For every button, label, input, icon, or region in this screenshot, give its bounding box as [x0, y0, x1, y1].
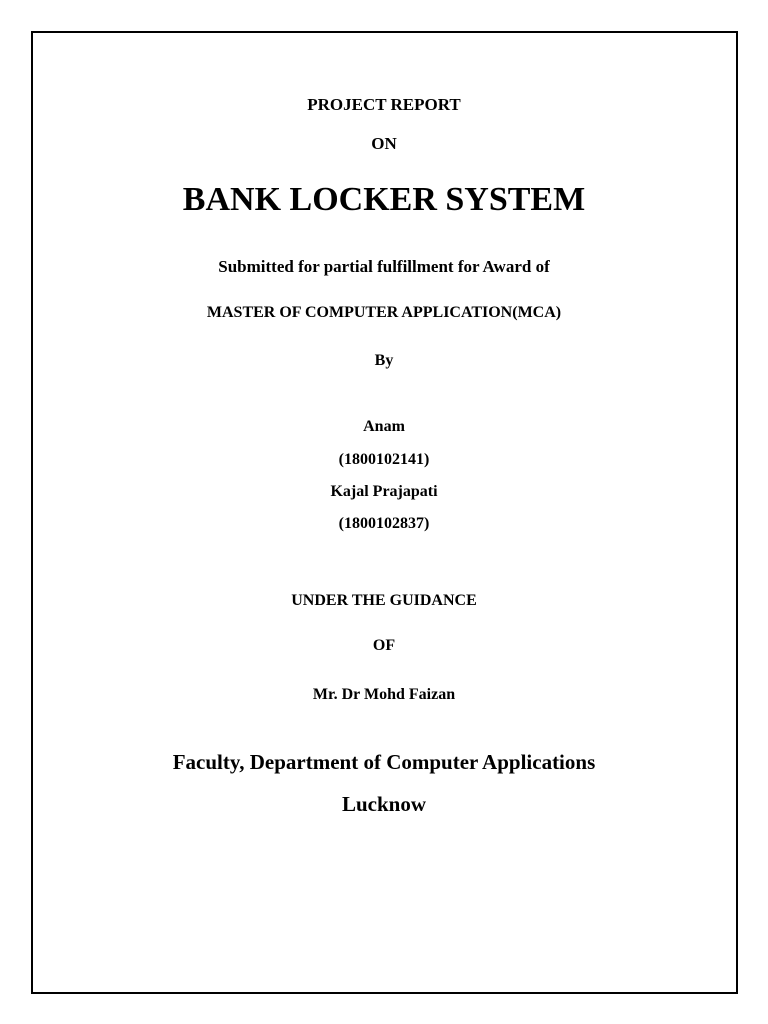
degree-name: MASTER OF COMPUTER APPLICATION(MCA) — [206, 304, 562, 321]
student-name: Anam — [363, 418, 405, 435]
student-roll-number: (1800102837) — [338, 515, 430, 532]
report-heading: PROJECT REPORT — [307, 95, 461, 114]
guidance-label: UNDER THE GUIDANCE — [291, 592, 477, 609]
city-name: Lucknow — [341, 792, 427, 816]
submission-statement: Submitted for partial fulfillment for Award of — [218, 257, 550, 276]
student-roll-number: (1800102141) — [338, 451, 430, 468]
of-label: OF — [372, 637, 396, 654]
faculty-department: Faculty, Department of Computer Applications — [172, 750, 596, 774]
by-label: By — [374, 352, 394, 369]
report-connector: ON — [371, 134, 397, 153]
guide-name: Mr. Dr Mohd Faizan — [312, 686, 456, 703]
student-name: Kajal Prajapati — [330, 483, 438, 500]
project-title: BANK LOCKER SYSTEM — [182, 181, 586, 218]
page-border — [31, 31, 738, 994]
